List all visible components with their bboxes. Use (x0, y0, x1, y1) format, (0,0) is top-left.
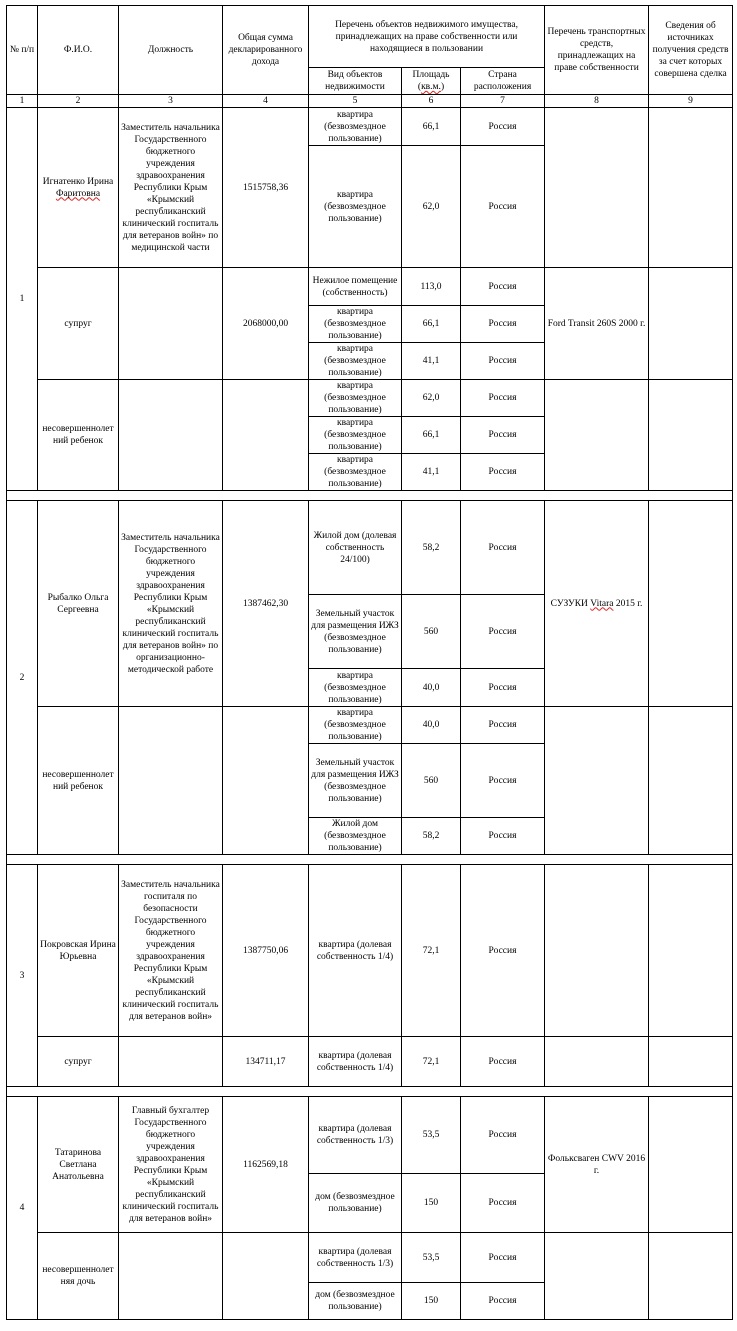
person-vehicle (545, 1037, 649, 1087)
realty-area: 72,1 (402, 1037, 461, 1087)
column-number: 1 (7, 95, 38, 108)
column-number: 4 (223, 95, 309, 108)
separator-cell (7, 491, 733, 501)
person-sources (649, 108, 733, 268)
person-position: Заместитель начальника Государственного бюджетного учреждения здравоохранения Республики Крым «Крымский республиканский клинический госпиталь для ветеранов войн» по медицинской части (119, 108, 223, 268)
realty-row (7, 1233, 733, 1283)
realty-row (7, 108, 733, 146)
realty-area: 66,1 (402, 108, 461, 146)
realty-country: Россия (461, 454, 545, 491)
header-country: Страна расположения (461, 68, 545, 95)
realty-type: квартира (безвозмездное пользование) (309, 306, 402, 343)
header-row (7, 6, 733, 68)
person-number: 1 (7, 108, 38, 491)
separator-cell (7, 1087, 733, 1097)
person-vehicle (545, 108, 649, 268)
person-position: Главный бухгалтер Государственного бюджетного учреждения здравоохранения Республики Крым «Крымский республиканский клинический госпиталь для ветеранов войн» (119, 1097, 223, 1233)
realty-row (7, 501, 733, 595)
realty-country: Россия (461, 343, 545, 380)
header-area-pre: Площадь ( (412, 70, 450, 92)
realty-country: Россия (461, 380, 545, 417)
person-position: Заместитель начальника Государственного бюджетного учреждения здравоохранения Республики Крым «Крымский республиканский клинический госпиталь для ветеранов войн» по организационно-методической работе (119, 501, 223, 707)
header-area-post: ) (440, 82, 445, 92)
column-number: 6 (402, 95, 461, 108)
person-name: супруг (38, 268, 119, 380)
realty-type: квартира (долевая собственность 1/4) (309, 865, 402, 1037)
header-income: Общая сумма декларированного дохода (223, 6, 309, 95)
realty-country: Россия (461, 501, 545, 595)
realty-country: Россия (461, 744, 545, 818)
vehicle-part: СУЗУКИ (550, 598, 591, 609)
person-position (119, 707, 223, 855)
realty-country: Россия (461, 1283, 545, 1320)
realty-type: квартира (безвозмездное пользование) (309, 454, 402, 491)
realty-row (7, 1097, 733, 1174)
realty-area: 41,1 (402, 454, 461, 491)
person-vehicle (545, 380, 649, 491)
person-vehicle: Ford Transit 260S 2000 г. (545, 268, 649, 380)
person-vehicle (545, 1233, 649, 1320)
realty-area: 560 (402, 595, 461, 669)
realty-country: Россия (461, 306, 545, 343)
realty-country: Россия (461, 108, 545, 146)
realty-type: дом (безвозмездное пользование) (309, 1174, 402, 1233)
realty-type: дом (безвозмездное пользование) (309, 1283, 402, 1320)
realty-country: Россия (461, 268, 545, 306)
realty-type: квартира (долевая собственность 1/3) (309, 1097, 402, 1174)
realty-type: квартира (безвозмездное пользование) (309, 669, 402, 707)
realty-type: Нежилое помещение (собственность) (309, 268, 402, 306)
realty-area: 72,1 (402, 865, 461, 1037)
person-sources (649, 380, 733, 491)
person-name (38, 108, 119, 268)
realty-row (7, 380, 733, 417)
person-name: Рыбалко Ольга Сергеевна (38, 501, 119, 707)
person-position (119, 1037, 223, 1087)
separator-row (7, 1087, 733, 1097)
realty-row (7, 865, 733, 1037)
person-income: 1515758,36 (223, 108, 309, 268)
column-number: 8 (545, 95, 649, 108)
person-income (223, 707, 309, 855)
person-name: супруг (38, 1037, 119, 1087)
realty-area: 41,1 (402, 343, 461, 380)
realty-area: 40,0 (402, 707, 461, 744)
realty-area: 113,0 (402, 268, 461, 306)
person-sources (649, 707, 733, 855)
realty-country: Россия (461, 1097, 545, 1174)
header-vehicles: Перечень транспортных средств, принадлежащих на праве собственности (545, 6, 649, 95)
realty-type: Земельный участок для размещения ИЖЗ (безвозмездное пользование) (309, 595, 402, 669)
realty-country: Россия (461, 818, 545, 855)
person-name: несовершеннолетний ребенок (38, 707, 119, 855)
person-number: 2 (7, 501, 38, 855)
person-income: 134711,17 (223, 1037, 309, 1087)
person-vehicle (545, 707, 649, 855)
realty-country: Россия (461, 1037, 545, 1087)
separator-row (7, 491, 733, 501)
person-name: несовершеннолетняя дочь (38, 1233, 119, 1320)
realty-type: квартира (долевая собственность 1/4) (309, 1037, 402, 1087)
realty-type: квартира (безвозмездное пользование) (309, 380, 402, 417)
header-area (402, 68, 461, 95)
realty-area: 40,0 (402, 669, 461, 707)
realty-area: 560 (402, 744, 461, 818)
person-name: несовершеннолетний ребенок (38, 380, 119, 491)
person-position (119, 268, 223, 380)
person-name: Татаринова Светлана Анатольевна (38, 1097, 119, 1233)
person-sources (649, 865, 733, 1037)
header-sources: Сведения об источниках получения средств за счет которых совершена сделка (649, 6, 733, 95)
person-income (223, 1233, 309, 1320)
person-income: 1387750,06 (223, 865, 309, 1037)
header-area-unit: кв.м. (421, 82, 441, 92)
realty-type: квартира (безвозмездное пользование) (309, 108, 402, 146)
person-name-part: Фаритовна (55, 188, 101, 199)
person-sources (649, 1233, 733, 1320)
header-fio: Ф.И.О. (38, 6, 119, 95)
realty-area: 58,2 (402, 818, 461, 855)
person-income: 1387462,30 (223, 501, 309, 707)
person-position (119, 380, 223, 491)
realty-area: 66,1 (402, 417, 461, 454)
realty-area: 53,5 (402, 1097, 461, 1174)
header-num: № п/п (7, 6, 38, 95)
realty-type: квартира (безвозмездное пользование) (309, 707, 402, 744)
person-position (119, 1233, 223, 1320)
realty-area: 150 (402, 1174, 461, 1233)
column-numbers-row (7, 95, 733, 108)
person-number: 3 (7, 865, 38, 1087)
person-name-part: Игнатенко Ирина (42, 176, 114, 187)
person-vehicle: Фольксваген CWV 2016 г. (545, 1097, 649, 1233)
realty-type: Жилой дом (безвозмездное пользование) (309, 818, 402, 855)
realty-country: Россия (461, 865, 545, 1037)
realty-area: 62,0 (402, 146, 461, 268)
realty-country: Россия (461, 1174, 545, 1233)
separator-cell (7, 855, 733, 865)
realty-type: квартира (безвозмездное пользование) (309, 417, 402, 454)
realty-row (7, 268, 733, 306)
realty-row (7, 1037, 733, 1087)
realty-type: квартира (долевая собственность 1/3) (309, 1233, 402, 1283)
person-number: 4 (7, 1097, 38, 1320)
realty-country: Россия (461, 669, 545, 707)
header-position: Должность (119, 6, 223, 95)
column-number: 2 (38, 95, 119, 108)
realty-type: Жилой дом (долевая собственность 24/100) (309, 501, 402, 595)
vehicle-part: Vitara (590, 598, 614, 609)
column-number: 5 (309, 95, 402, 108)
realty-area: 66,1 (402, 306, 461, 343)
declaration-table (6, 5, 733, 1320)
person-sources (649, 1097, 733, 1233)
column-number: 7 (461, 95, 545, 108)
person-vehicle (545, 865, 649, 1037)
realty-area: 58,2 (402, 501, 461, 595)
separator-row (7, 855, 733, 865)
column-number: 9 (649, 95, 733, 108)
person-income: 2068000,00 (223, 268, 309, 380)
realty-type: квартира (безвозмездное пользование) (309, 343, 402, 380)
person-sources (649, 1037, 733, 1087)
person-income (223, 380, 309, 491)
header-realty-type: Вид объектов недвижимости (309, 68, 402, 95)
realty-country: Россия (461, 146, 545, 268)
person-name: Покровская Ирина Юрьевна (38, 865, 119, 1037)
realty-country: Россия (461, 1233, 545, 1283)
person-sources (649, 501, 733, 707)
realty-row (7, 707, 733, 744)
vehicle-part: 2015 г. (613, 598, 643, 609)
realty-country: Россия (461, 595, 545, 669)
person-vehicle (545, 501, 649, 707)
realty-country: Россия (461, 707, 545, 744)
realty-type: Земельный участок для размещения ИЖЗ (безвозмездное пользование) (309, 744, 402, 818)
header-realty: Перечень объектов недвижимого имущества, принадлежащих на праве собственности или находящиеся в пользовании (309, 6, 545, 68)
realty-area: 62,0 (402, 380, 461, 417)
realty-area: 53,5 (402, 1233, 461, 1283)
realty-area: 150 (402, 1283, 461, 1320)
realty-type: квартира (безвозмездное пользование) (309, 146, 402, 268)
person-sources (649, 268, 733, 380)
person-position: Заместитель начальника госпиталя по безопасности Государственного бюджетного учреждения здравоохранения Республики Крым «Крымский республиканский клинический госпиталь для ветеранов войн» (119, 865, 223, 1037)
realty-country: Россия (461, 417, 545, 454)
person-income: 1162569,18 (223, 1097, 309, 1233)
column-number: 3 (119, 95, 223, 108)
